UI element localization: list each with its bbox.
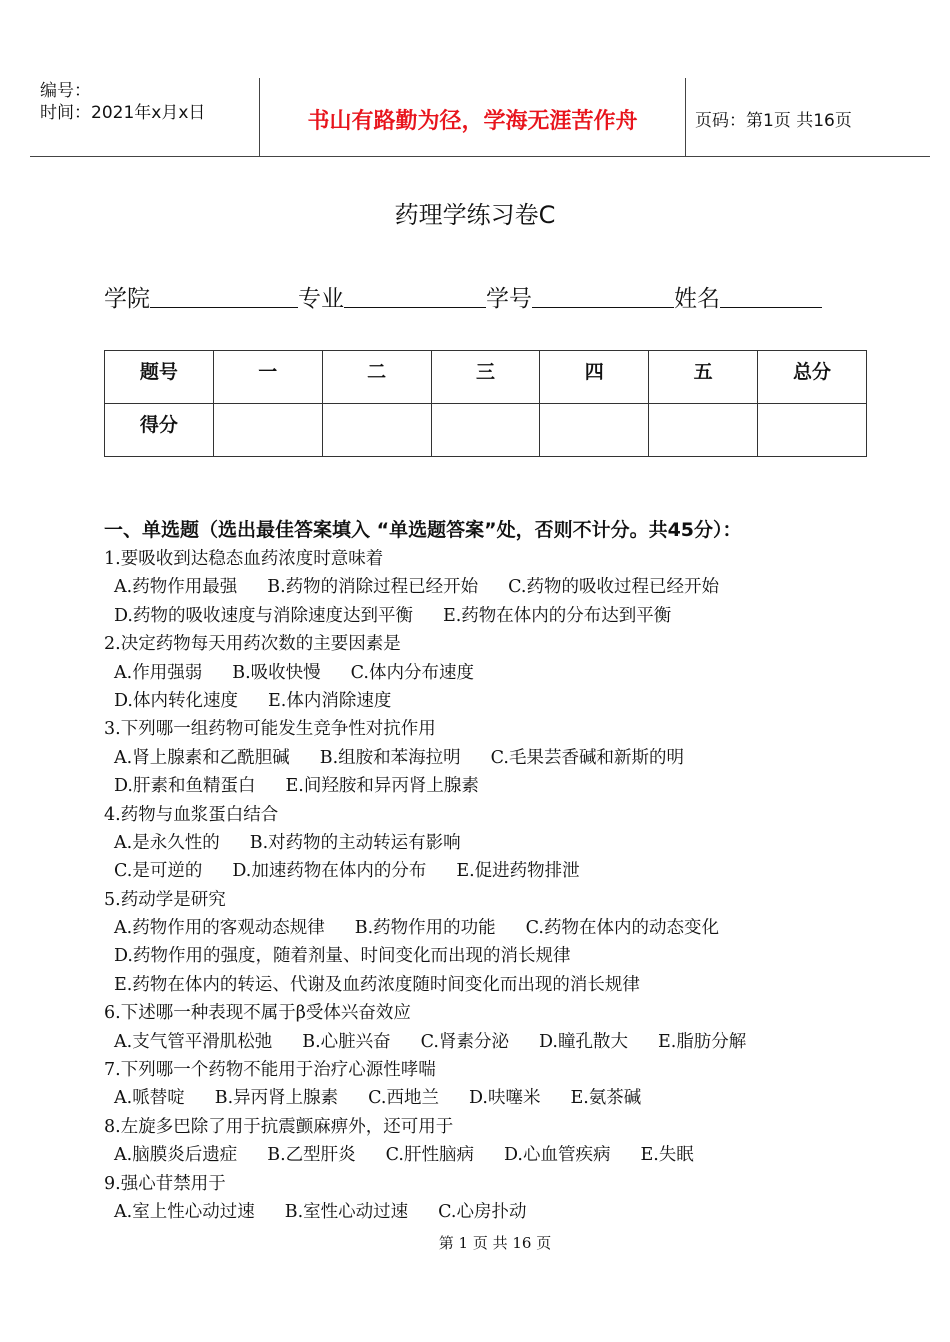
option[interactable]: C.西地兰 [368,1088,439,1109]
option[interactable]: A.药物作用最强 [114,577,238,598]
question-stem: 8.左旋多巴除了用于抗震颤麻痹外，还可用于 [104,1116,454,1137]
option-line [114,659,904,687]
name-label: 姓名 [674,286,720,312]
option-line [114,829,904,857]
score-table-score-row [105,404,867,457]
score-cell[interactable] [540,404,649,457]
option[interactable]: C.肾素分泌 [420,1031,509,1052]
option[interactable]: B.组胺和苯海拉明 [319,747,461,768]
score-header-cell: 四 [540,351,649,404]
option-line [114,857,904,885]
option[interactable]: E.脂肪分解 [657,1031,747,1052]
option[interactable]: D.药物作用的强度，随着剂量、时间变化而出现的消长规律 [114,946,571,967]
question-stem: 7.下列哪一个药物不能用于治疗心源性哮喘 [104,1060,436,1081]
student-info [104,280,822,313]
score-header-cell: 五 [649,351,758,404]
score-table-header-row [105,351,867,404]
score-cell[interactable] [649,404,758,457]
option[interactable]: D.瞳孔散大 [538,1031,628,1052]
option[interactable]: D.肝素和鱼精蛋白 [114,776,256,797]
option[interactable]: A.脑膜炎后遗症 [114,1145,238,1166]
number-label: 编号： [40,81,91,101]
option[interactable]: E.促进药物排泄 [456,861,580,882]
page-info: 页码：第1页 共16页 [695,111,852,131]
college-blank[interactable] [150,285,298,308]
header-meta [40,80,205,124]
option-line [114,687,904,715]
option-line [114,1084,904,1112]
score-header-cell: 一 [213,351,322,404]
option[interactable]: C.肝性脑病 [385,1145,474,1166]
option-line [114,744,904,772]
option[interactable]: E.氨茶碱 [570,1088,642,1109]
score-row-label: 得分 [105,404,214,457]
student-id-label: 学号 [486,286,532,312]
option[interactable]: D.体内转化速度 [114,690,238,711]
page-title: 药理学练习卷C [394,201,556,229]
question-stem: 9.强心苷禁用于 [104,1173,226,1194]
option[interactable]: D.加速药物在体内的分布 [232,861,427,882]
time-label: 时间：2021年x月x日 [40,103,206,123]
option[interactable]: A.肾上腺素和乙酰胆碱 [114,747,290,768]
college-label: 学院 [104,286,150,312]
option-line [114,942,904,970]
option[interactable]: E.体内消除速度 [267,690,392,711]
option-line [114,573,904,601]
option[interactable]: D.呋噻米 [468,1088,541,1109]
option-line [114,1198,904,1226]
option[interactable]: B.异丙肾上腺素 [214,1088,339,1109]
student-id-blank[interactable] [532,285,674,308]
section-title: 一、单选题（选出最佳答案填入 “单选题答案”处，否则不计分。共45分）： [104,519,742,541]
name-blank[interactable] [720,285,822,308]
question-stem: 6.下述哪一种表现不属于β受体兴奋效应 [104,1003,411,1024]
question-stem: 4.药物与血浆蛋白结合 [104,804,279,825]
question-stem: 5.药动学是研究 [104,889,226,910]
score-header-cell: 题号 [105,351,214,404]
option[interactable]: C.体内分布速度 [350,662,474,683]
option[interactable]: C.药物的吸收过程已经开始 [508,577,719,598]
score-table [104,350,867,457]
option[interactable]: A.药物作用的客观动态规律 [114,918,325,939]
option[interactable]: B.吸收快慢 [232,662,321,683]
score-header-cell: 三 [431,351,540,404]
option[interactable]: A.哌替啶 [114,1088,185,1109]
option[interactable]: A.室上性心动过速 [114,1201,255,1222]
score-header-cell: 二 [322,351,431,404]
motto: 书山有路勤为径，学海无涯苦作舟 [307,109,638,134]
option[interactable]: E.药物在体内的分布达到平衡 [442,605,672,626]
option[interactable]: E.药物在体内的转运、代谢及血药浓度随时间变化而出现的消长规律 [114,974,640,995]
option[interactable]: B.药物作用的功能 [354,918,496,939]
score-cell[interactable] [322,404,431,457]
option[interactable]: E.间羟胺和异丙肾上腺素 [285,776,479,797]
question-stem: 2.决定药物每天用药次数的主要因素是 [104,634,401,655]
option-line [114,1141,904,1169]
option[interactable]: C.毛果芸香碱和新斯的明 [490,747,684,768]
major-label: 专业 [298,286,344,312]
score-cell[interactable] [213,404,322,457]
option[interactable]: A.作用强弱 [114,662,203,683]
option[interactable]: C.药物在体内的动态变化 [525,918,719,939]
score-cell[interactable] [758,404,867,457]
major-blank[interactable] [344,285,486,308]
option[interactable]: B.乙型肝炎 [267,1145,356,1166]
option-line [114,1028,904,1056]
score-cell[interactable] [431,404,540,457]
page-header [30,78,930,157]
option[interactable]: C.是可逆的 [114,861,203,882]
option[interactable]: B.对药物的主动转运有影响 [249,832,461,853]
header-divider [685,78,686,156]
option[interactable]: E.失眠 [640,1145,694,1166]
option[interactable]: A.支气管平滑肌松弛 [114,1031,273,1052]
option[interactable]: B.药物的消除过程已经开始 [267,577,479,598]
option-line [114,602,904,630]
question-stem: 1.要吸收到达稳态血药浓度时意味着 [104,549,384,569]
score-header-cell: 总分 [758,351,867,404]
option-line [114,772,904,800]
question-stem: 3.下列哪一组药物可能发生竞争性对抗作用 [104,719,436,740]
option[interactable]: A.是永久性的 [114,832,220,853]
option[interactable]: D.心血管疾病 [503,1145,611,1166]
question-list [104,545,904,1226]
option[interactable]: B.心脏兴奋 [302,1031,391,1052]
option[interactable]: D.药物的吸收速度与消除速度达到平衡 [114,605,413,626]
option-line [114,971,904,999]
option-line [114,914,904,942]
option[interactable]: C.心房扑动 [438,1201,527,1222]
option[interactable]: B.室性心动过速 [284,1201,409,1222]
page-footer: 第 1 页 共 16 页 [438,1234,552,1252]
